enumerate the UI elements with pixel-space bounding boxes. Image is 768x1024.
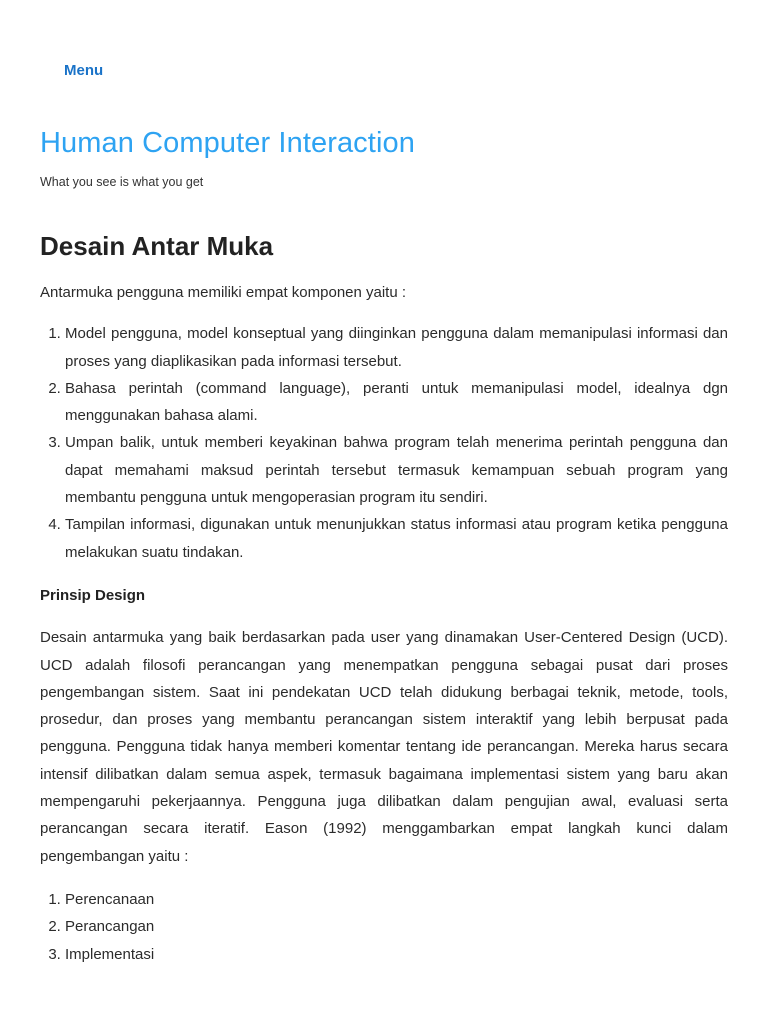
list-item: 3. Implementasi xyxy=(65,941,728,968)
site-tagline: What you see is what you get xyxy=(40,175,204,189)
intro-paragraph: Antarmuka pengguna memiliki empat komponen yaitu : xyxy=(40,284,407,301)
menu-link[interactable]: Menu xyxy=(64,62,104,79)
post-title: Desain Antar Muka xyxy=(40,231,274,261)
list-item: 2. Perancangan xyxy=(65,913,728,940)
site-header xyxy=(40,124,730,190)
site-title[interactable]: Human Computer Interaction xyxy=(40,127,415,159)
list-item: 3. Umpan balik, untuk memberi keyakinan bahwa program telah menerima perintah pengguna dan dapat memahami maksud perintah tersebut termasuk kemampuan sebuah program yang membantu pengguna untuk mengoperasian program itu sendiri. xyxy=(65,429,728,511)
article-content xyxy=(40,226,728,968)
components-list xyxy=(40,320,728,566)
steps-list xyxy=(40,886,728,968)
list-item: 1. Perencanaan xyxy=(65,886,728,913)
list-item: 2. Bahasa perintah (command language), peranti untuk memanipulasi model, idealnya dgn menggunakan bahasa alami. xyxy=(65,375,728,430)
section-heading: Prinsip Design xyxy=(40,586,146,604)
list-item: 1. Model pengguna, model konseptual yang diinginkan pengguna dalam memanipulasi informasi dan proses yang diaplikasikan pada informasi tersebut. xyxy=(65,320,728,375)
list-item: 4. Tampilan informasi, digunakan untuk menunjukkan status informasi atau program ketika pengguna melakukan suatu tindakan. xyxy=(65,511,728,566)
section-paragraph: Desain antarmuka yang baik berdasarkan pada user yang dinamakan User-Centered Design (UCD). UCD adalah filosofi perancangan yang menempatkan pengguna sebagai pusat dari proses pengembangan sistem. Saat ini pendekatan UCD telah didukung berbagai teknik, metode, tools, prosedur, dan proses yang membantu perancangan sistem interaktif yang lebih berpusat pada pengguna. Pengguna tidak hanya memberi komentar tentang ide perancangan. Mereka harus secara intensif dilibatkan dalam semua aspek, termasuk bagaimana implementasi sistem yang baru akan mempengaruhi pekerjaannya. Pengguna juga dilibatkan dalam pengujian awal, evaluasi serta perancangan secara iteratif. Eason (1992) menggambarkan empat langkah kunci dalam pengembangan yaitu : xyxy=(40,629,728,865)
